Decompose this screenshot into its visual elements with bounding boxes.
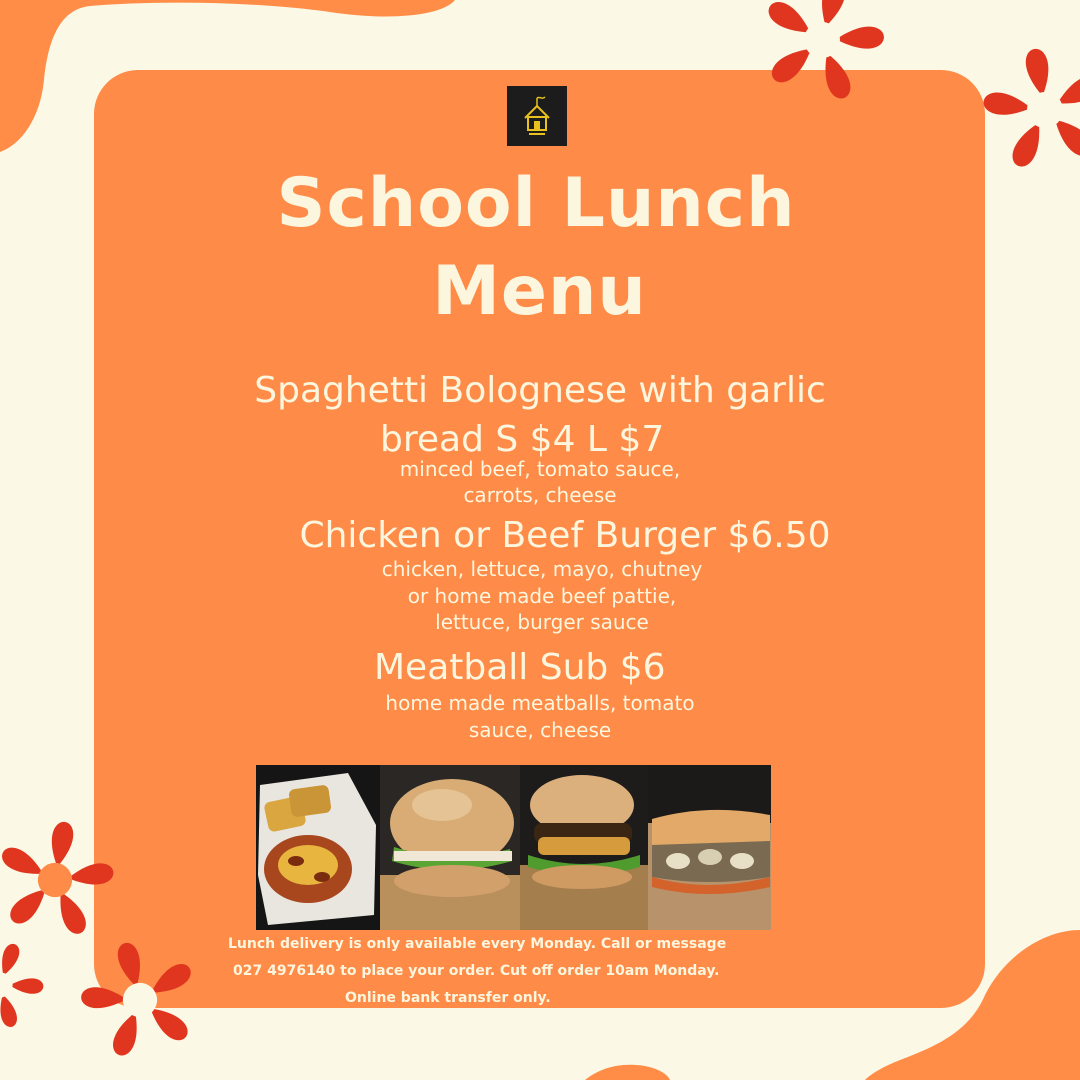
item-burger-name: Chicken or Beef Burger $6.50	[299, 515, 831, 556]
item-meatball-desc-line-2: sauce, cheese	[468, 718, 612, 742]
item-burger-desc-line-2: or home made beef pattie,	[407, 584, 677, 608]
beef-burger-photo	[520, 765, 648, 930]
school-house-logo-icon	[507, 86, 567, 146]
item-spaghetti-name-line-1: Spaghetti Bolognese with garlic	[254, 370, 826, 411]
item-meatball-name: Meatball Sub $6	[374, 647, 666, 688]
footer-line-2: 027 4976140 to place your order. Cut off order 10am Monday.	[233, 963, 720, 979]
footer-line-1: Lunch delivery is only available every Monday. Call or message	[228, 936, 727, 952]
meatball-sub-photo	[648, 765, 771, 930]
item-spaghetti-desc-line-2: carrots, cheese	[463, 483, 617, 507]
item-meatball-desc-line-1: home made meatballs, tomato	[385, 691, 695, 715]
burger-photo	[380, 765, 520, 930]
item-burger-desc-line-1: chicken, lettuce, mayo, chutney	[381, 557, 703, 581]
spaghetti-photo	[256, 765, 380, 930]
page-title-line-1: School Lunch	[276, 164, 796, 243]
item-burger-desc-line-3: lettuce, burger sauce	[435, 610, 649, 634]
footer-line-3: Online bank transfer only.	[345, 990, 551, 1006]
item-spaghetti-name-line-2: bread S $4 L $7	[380, 419, 665, 460]
page-title-line-2: Menu	[432, 252, 647, 331]
item-spaghetti-desc-line-1: minced beef, tomato sauce,	[399, 457, 681, 481]
